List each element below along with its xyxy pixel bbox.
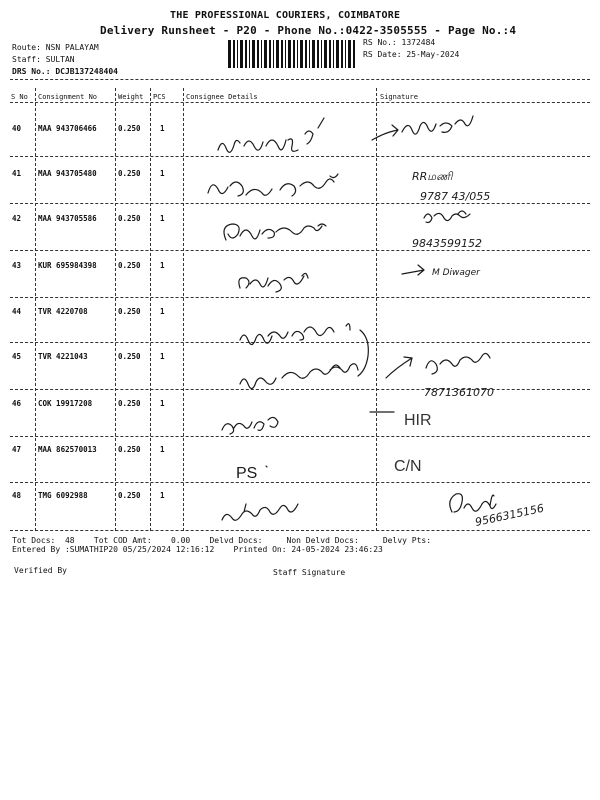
runsheet-title: Delivery Runsheet - P20 - Phone No.:0422-3505555 - Page No.:4 [100,24,517,37]
cell-sno: 46 [12,399,22,408]
cell-weight: 0.250 [118,491,141,500]
cell-sno: 43 [12,261,22,270]
sig-46: HIR [404,412,432,429]
sig-45-phone: 7871361070 [424,386,494,399]
sig-42-phone: 9843599152 [412,237,482,250]
cell-consignment-no: TMG 6092988 [38,491,88,500]
staff-signature-label: Staff Signature [273,568,346,577]
totals-line: Tot Docs: 48 Tot COD Amt: 0.00 Delvd Docs: Non Delvd Docs: Delvy Pts: [12,536,432,545]
cell-consignment-no: TVR 4220708 [38,307,88,316]
cell-consignment-no: TVR 4221043 [38,352,88,361]
verified-by-label: Verified By [14,566,67,575]
cell-sno: 40 [12,124,22,133]
cell-sno: 48 [12,491,22,500]
cell-pcs: 1 [160,124,165,133]
cell-consignment-no: MAA 943705480 [38,169,97,178]
cell-weight: 0.250 [118,445,141,454]
col-header-signature: Signature [380,93,418,101]
cell-pcs: 1 [160,307,165,316]
cell-weight: 0.250 [118,352,141,361]
sig-43-name: M Diwager [432,268,480,278]
sig-48-phone: 9566315156 [473,501,546,529]
cell-consignment-no: MAA 943706466 [38,124,97,133]
col-header-consignment: Consignment No [38,93,98,101]
cell-pcs: 1 [160,352,165,361]
cell-consignment-no: KUR 695984398 [38,261,97,270]
rs-date: RS Date: 25-May-2024 [363,50,460,59]
sig-41-phone: 9787 43/055 [420,190,491,203]
sig-41-name: RRமணி [412,170,453,183]
cell-weight: 0.250 [118,399,141,408]
cell-sno: 41 [12,169,22,178]
details-47: PS [236,465,258,482]
cell-sno: 42 [12,214,22,223]
cell-pcs: 1 [160,445,165,454]
col-header-weight: Weight [118,93,144,101]
rs-number: RS No.: 1372484 [363,38,436,47]
cell-weight: 0.250 [118,261,141,270]
cell-consignment-no: COK 19917208 [38,399,93,408]
cell-weight: 0.250 [118,214,141,223]
cell-pcs: 1 [160,214,165,223]
route-label: Route: NSN PALAYAM [12,43,99,52]
cell-sno: 44 [12,307,22,316]
cell-weight: 0.250 [118,124,141,133]
cell-consignment-no: MAA 943705586 [38,214,97,223]
cell-sno: 45 [12,352,22,361]
col-header-details: Consignee Details [186,93,258,101]
company-name: THE PROFESSIONAL COURIERS, COIMBATORE [170,10,401,21]
cell-pcs: 1 [160,491,165,500]
drs-number: DRS No.: DCJB137248404 [12,67,118,76]
col-header-pcs: PCS [153,93,166,101]
staff-label: Staff: SULTAN [12,55,75,64]
cell-pcs: 1 [160,261,165,270]
cell-weight: 0.250 [118,307,141,316]
cell-pcs: 1 [160,399,165,408]
cell-pcs: 1 [160,169,165,178]
entered-by-line: Entered By :SUMATHIP20 05/25/2024 12:16:12 Printed On: 24-05-2024 23:46:23 [12,545,383,554]
col-header-sno: S No [11,93,28,101]
sig-47: C/N [394,458,422,475]
cell-consignment-no: MAA 862570013 [38,445,97,454]
cell-sno: 47 [12,445,22,454]
cell-weight: 0.250 [118,169,141,178]
